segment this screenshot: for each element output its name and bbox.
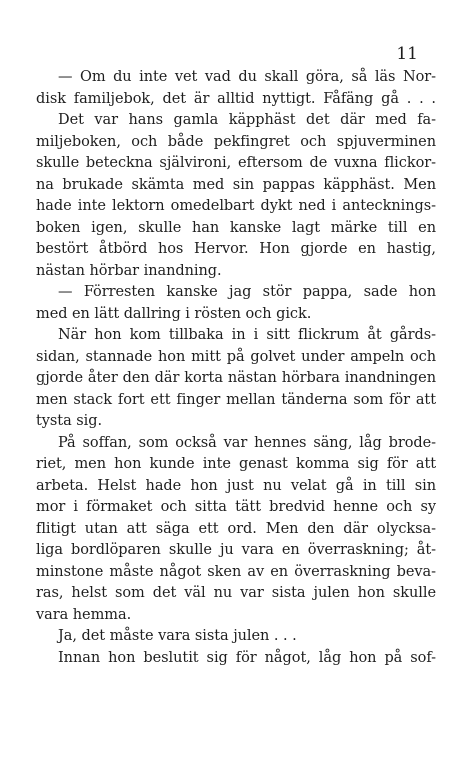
text-line: Det var hans gamla käpphäst det där med fa-	[58, 112, 436, 128]
text-line: sidan, stannade hon mitt på golvet under ampeln och	[36, 348, 436, 365]
text-line: ras, helst som det väl nu var sista julen hon skulle	[36, 585, 436, 601]
text-line: På soffan, som också var hennes säng, låg brode-	[58, 434, 436, 451]
text-line: tysta sig.	[36, 413, 103, 429]
body-text	[36, 67, 436, 669]
text-line: riet, men hon kunde inte genast komma sig för att	[36, 456, 436, 472]
text-line: hade inte lektorn omedelbart dykt ned i antecknings-	[36, 198, 436, 214]
text-line: — Förresten kanske jag stör pappa, sade hon	[58, 284, 436, 300]
text-line: arbeta. Helst hade hon just nu velat gå in till sin	[36, 477, 436, 494]
text-line: skulle beteckna självironi, eftersom de vuxna flickor-	[36, 155, 436, 171]
text-line: minstone måste något sken av en överraskning beva-	[36, 563, 436, 580]
text-line: men stack fort ett finger mellan tänderna som för att	[36, 391, 436, 408]
text-line: gjorde åter den där korta nästan hörbara inandningen	[36, 370, 436, 386]
text-line: nästan hörbar inandning.	[36, 262, 222, 279]
text-line: liga bordlöparen skulle ju vara en överraskning; åt-	[36, 542, 436, 558]
text-line: disk familjebok, det är alltid nyttigt. Fåfäng gå . . .	[36, 90, 436, 107]
text-line: bestört åtbörd hos Hervor. Hon gjorde en hastig,	[36, 241, 436, 257]
text-line: Ja, det måste vara sista julen . . .	[58, 628, 297, 644]
text-line: mor i förmaket och sitta tätt bredvid henne och sy	[36, 499, 436, 515]
text-line: boken igen, skulle han kanske lagt märke till en	[36, 219, 436, 236]
text-line: — Om du inte vet vad du skall göra, så läs Nor-	[58, 69, 436, 85]
text-line: flitigt utan att säga ett ord. Men den där olycksa-	[36, 520, 436, 537]
text-line: na brukade skämta med sin pappas käpphäst. Men	[36, 176, 436, 193]
text-line: med en lätt dallring i rösten och gick.	[36, 305, 312, 322]
page-number: 11	[396, 44, 418, 64]
text-line: När hon kom tillbaka in i sitt flickrum åt gårds-	[58, 327, 436, 343]
text-line: vara hemma.	[36, 606, 132, 623]
text-line: Innan hon beslutit sig för något, låg hon på sof-	[58, 649, 436, 666]
text-line: miljeboken, och både pekfingret och spjuverminen	[36, 133, 436, 150]
